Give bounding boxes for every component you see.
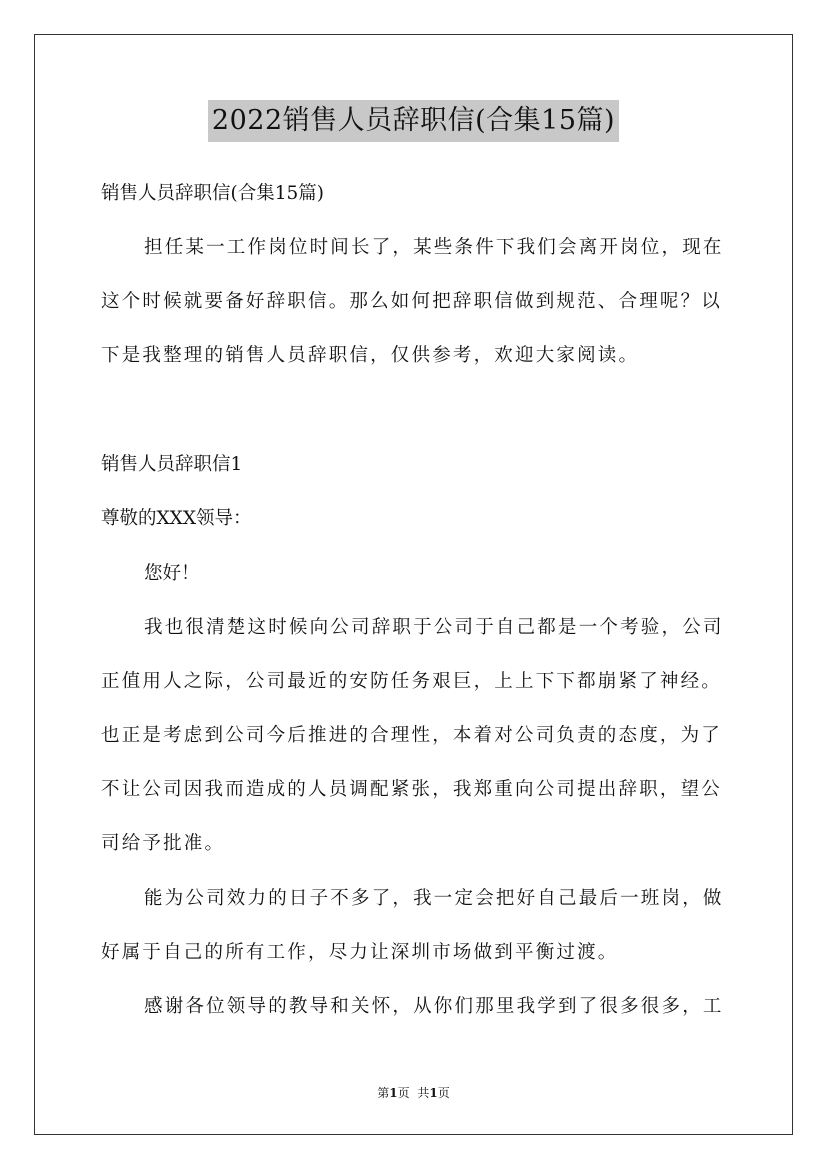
document-title: 2022销售人员辞职信(合集15篇) — [208, 100, 619, 142]
body-line-4: 不让公司因我而造成的人员调配紧张，我郑重向公司提出辞职，望公 — [101, 779, 723, 800]
footer-prefix: 第 — [377, 1086, 390, 1100]
body-line-3: 也正是考虑到公司今后推进的合理性，本着对公司负责的态度，为了 — [101, 725, 723, 746]
intro-line-3: 下是我整理的销售人员辞职信，仅供参考，欢迎大家阅读。 — [101, 345, 640, 366]
greeting: 您好！ — [144, 563, 200, 584]
footer-total-pages: 1 — [429, 1086, 438, 1100]
footer-total-prefix: 共 — [417, 1086, 430, 1100]
intro-line-2: 这个时候就要备好辞职信。那么如何把辞职信做到规范、合理呢？以 — [101, 291, 723, 312]
intro-line-1: 担任某一工作岗位时间长了，某些条件下我们会离开岗位，现在 — [144, 237, 724, 258]
title-container — [0, 100, 827, 142]
section-heading: 销售人员辞职信1 — [101, 454, 243, 475]
footer-page-suffix: 页 — [397, 1086, 410, 1100]
body-line-6: 能为公司效力的日子不多了，我一定会把好自己最后一班岗，做 — [144, 888, 724, 909]
footer-page-number: 1 — [389, 1086, 398, 1100]
body-line-7: 好属于自己的所有工作，尽力让深圳市场做到平衡过渡。 — [101, 942, 619, 963]
footer-total-suffix: 页 — [437, 1086, 450, 1100]
body-line-2: 正值用人之际，公司最近的安防任务艰巨，上上下下都崩紧了神经。 — [101, 671, 723, 692]
document-subtitle: 销售人员辞职信(合集15篇) — [101, 183, 324, 204]
body-line-8: 感谢各位领导的教导和关怀，从你们那里我学到了很多很多，工 — [144, 996, 724, 1017]
body-line-5: 司给予批准。 — [101, 833, 226, 854]
salutation: 尊敬的XXX领导： — [101, 508, 252, 529]
page-footer — [0, 1084, 827, 1101]
body-line-1: 我也很清楚这时候向公司辞职于公司于自己都是一个考验，公司 — [144, 617, 724, 638]
